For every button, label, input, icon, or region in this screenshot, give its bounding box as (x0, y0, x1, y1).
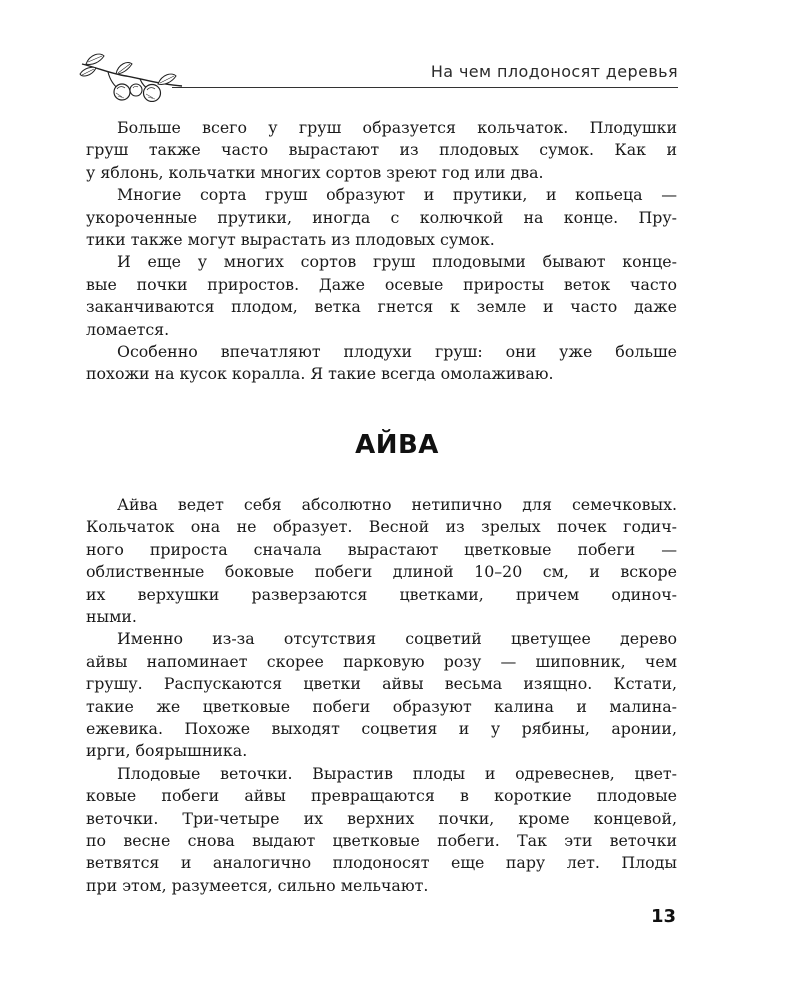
paragraph (86, 117, 677, 184)
paragraph (86, 251, 677, 341)
running-header-title: На чем плодоносят деревья (430, 62, 678, 81)
paragraph (86, 341, 677, 386)
text-line: грушу. Распускаются цветки айвы весьма изящно. Кстати, (86, 674, 677, 694)
text-line: ежевика. Похоже выходят соцветия и у рябины, аронии, (86, 718, 677, 738)
text-line: ирги, боярышника. (86, 741, 248, 761)
section-heading: АЙВА (355, 429, 439, 460)
paragraph (86, 628, 677, 762)
text-line: Больше всего у груш образуется кольчаток. Плодушки (117, 118, 677, 137)
text-line: веточки. Три-четыре их верхних почки, кроме концевой, (86, 808, 677, 828)
paragraph (86, 763, 677, 897)
text-line: ковые побеги айвы превращаются в короткие плодовые (86, 786, 677, 806)
text-line: такие же цветковые побеги образуют калина и малина- (86, 696, 677, 716)
text-line: И еще у многих сортов груш плодовыми бывают конце- (117, 252, 677, 272)
text-line: тики также могут вырастать из плодовых сумок. (86, 230, 495, 250)
header-rule (172, 87, 678, 88)
text-line: ломается. (86, 319, 170, 339)
text-line: при этом, разумеется, сильно мельчают. (86, 875, 429, 895)
text-line: похожи на кусок коралла. Я такие всегда омолаживаю. (86, 364, 554, 384)
text-line: Айва ведет себя абсолютно нетипично для семечковых. (117, 494, 677, 514)
text-line: по весне снова выдают цветковые побеги. Так эти веточки (86, 830, 677, 850)
fruit-branch-icon (78, 46, 188, 102)
text-line: вые почки приростов. Даже осевые приросты веток часто (86, 274, 677, 294)
text-line: ветвятся и аналогично плодоносят еще пару лет. Плоды (86, 853, 677, 873)
page-number: 13 (650, 906, 676, 927)
text-line: их верхушки разверзаются цветками, причем одиноч- (86, 584, 677, 604)
text-line: айвы напоминает скорее парковую розу — шиповник, чем (86, 651, 677, 671)
page-body (86, 117, 677, 897)
text-line: укороченные прутики, иногда с колючкой на конце. Пру- (86, 207, 677, 227)
text-line: Многие сорта груш образуют и прутики, и копьеца — (117, 185, 677, 205)
text-line: Именно из-за отсутствия соцветий цветущее дерево (117, 629, 677, 649)
text-line: ными. (86, 606, 137, 626)
section-pears (86, 117, 677, 386)
text-line: Кольчаток она не образует. Весной из зрелых почек годич- (86, 517, 677, 537)
text-line: груш также часто вырастают из плодовых сумок. Как и (86, 140, 677, 160)
text-line: Особенно впечатляют плодухи груш: они уже больше (117, 342, 677, 362)
running-header (0, 0, 800, 100)
paragraph (86, 184, 677, 251)
text-line: Плодовые веточки. Вырастив плоды и одревеснев, цвет- (117, 763, 677, 783)
text-line: облиственные боковые побеги длиной 10–20 см, и вскоре (86, 562, 677, 582)
section-quince (86, 494, 677, 897)
paragraph (86, 494, 677, 628)
text-line: ного прироста сначала вырастают цветковые побеги — (86, 539, 677, 559)
text-line: у яблонь, кольчатки многих сортов зреют год или два. (86, 162, 544, 182)
text-line: заканчиваются плодом, ветка гнется к земле и часто даже (86, 297, 677, 317)
